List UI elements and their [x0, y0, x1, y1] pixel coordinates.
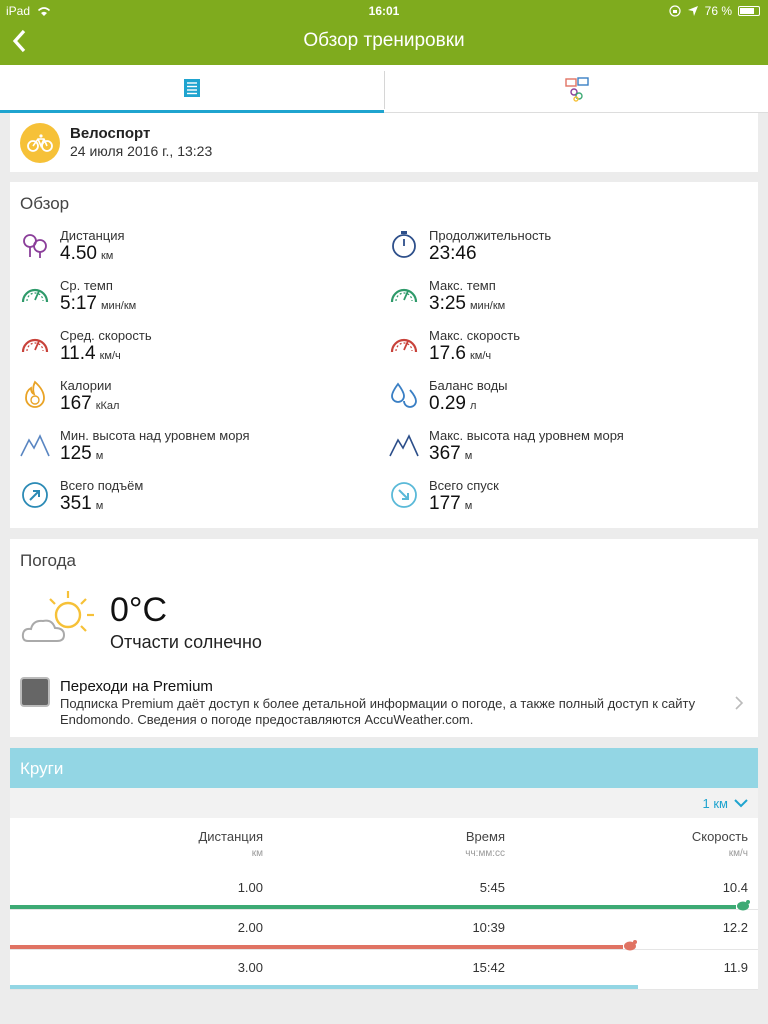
- stat-value: 351: [60, 493, 92, 514]
- lap-distance: 1.00: [237, 880, 263, 895]
- gauge-icon: [389, 280, 419, 310]
- laps-toolbar: [10, 788, 758, 818]
- col-unit-distance: км: [251, 848, 263, 859]
- stat-item: [20, 228, 380, 274]
- premium-upsell[interactable]: [10, 669, 758, 737]
- stat-unit: м: [464, 500, 473, 512]
- lock-rotation-icon: [669, 5, 681, 17]
- stat-value: 177: [429, 493, 461, 514]
- partly-sunny-icon: [20, 589, 100, 649]
- tab-social[interactable]: [385, 65, 768, 113]
- stat-value-line: [429, 343, 491, 365]
- stat-label: Макс. скорость: [429, 328, 521, 343]
- weather-title: Погода: [20, 551, 76, 570]
- stat-label: Баланс воды: [429, 378, 508, 393]
- premium-icon: [20, 677, 50, 707]
- stat-unit: м: [95, 500, 104, 512]
- stat-unit: мин/км: [100, 300, 137, 312]
- weather-condition: Отчасти солнечно: [110, 632, 262, 652]
- chevron-right-icon: [734, 695, 744, 711]
- overview-card: [10, 182, 758, 528]
- stat-value-line: [429, 393, 476, 415]
- premium-description: Подписка Premium даёт доступ к более детальной информации о погоде, а также полный доступ к сайту Endomondo. Сведения о погоде предоставляются AccuWeather.com.: [60, 696, 696, 727]
- lap-row: [10, 950, 758, 990]
- laps-card: [10, 748, 758, 990]
- stat-value-line: [429, 493, 472, 515]
- stat-value-line: [60, 443, 103, 465]
- arrow-down-right-icon: [389, 480, 419, 510]
- bicycle-icon: [20, 123, 60, 163]
- col-unit-time: чч:мм:сс: [465, 848, 505, 859]
- stat-label: Всего подъём: [60, 478, 144, 493]
- arrow-up-right-icon: [20, 480, 50, 510]
- stat-item: [389, 278, 749, 324]
- col-header-distance: Дистанция: [198, 829, 263, 844]
- stat-value-line: [60, 493, 103, 515]
- premium-title: Переходи на Premium: [60, 678, 213, 695]
- laps-title: Круги: [20, 759, 64, 778]
- stat-item: [389, 428, 749, 474]
- lap-distance-select[interactable]: [703, 796, 748, 811]
- stat-unit: км/ч: [99, 350, 121, 362]
- top-bar: [0, 0, 768, 65]
- gauge-icon: [20, 330, 50, 360]
- lap-speed-bar: [10, 945, 623, 949]
- battery-icon: [738, 6, 760, 16]
- device-label: iPad: [6, 4, 31, 18]
- tab-bar: [0, 65, 768, 113]
- stat-item: [20, 478, 380, 524]
- stat-item: [389, 228, 749, 274]
- activity-name: Велоспорт: [70, 125, 151, 142]
- lap-time: 10:39: [472, 920, 505, 935]
- lap-time: 15:42: [472, 960, 505, 975]
- flame-icon: [20, 380, 50, 410]
- location-arrow-icon: [687, 5, 699, 17]
- chevron-down-icon: [734, 799, 748, 808]
- status-bar: [0, 0, 768, 22]
- lap-speed: 11.9: [723, 960, 748, 975]
- lap-speed: 12.2: [722, 920, 748, 935]
- weather-temperature: 0°C: [110, 591, 168, 629]
- col-header-speed: Скорость: [691, 829, 748, 844]
- water-drops-icon: [389, 380, 419, 410]
- stat-unit: мин/км: [469, 300, 506, 312]
- stat-label: Макс. высота над уровнем моря: [429, 428, 624, 443]
- lap-distance: 3.00: [237, 960, 263, 975]
- map-pins-icon: [20, 230, 50, 260]
- lap-speed-bar: [10, 985, 638, 989]
- weather-card: [10, 539, 758, 737]
- gauge-icon: [20, 280, 50, 310]
- activity-card: [10, 113, 758, 172]
- stat-value: 5:17: [60, 293, 97, 314]
- stat-value-line: [60, 243, 113, 265]
- lap-distance-value: 1 км: [702, 796, 728, 811]
- stat-item: [389, 378, 749, 424]
- mountain-icon: [389, 430, 419, 460]
- stat-unit: л: [469, 400, 477, 412]
- page-title: Обзор тренировки: [303, 30, 465, 51]
- lap-distance: 2.00: [237, 920, 263, 935]
- overview-title: Обзор: [20, 194, 70, 213]
- stat-item: [389, 328, 749, 374]
- stat-value-line: [60, 293, 136, 315]
- stat-value: 367: [429, 443, 461, 464]
- stat-item: [20, 378, 380, 424]
- mountain-icon: [20, 430, 50, 460]
- stat-label: Всего спуск: [429, 478, 499, 493]
- lap-row: [10, 910, 758, 950]
- stat-value: 167: [60, 393, 92, 414]
- stat-label: Макс. темп: [429, 278, 496, 293]
- stat-label: Сред. скорость: [60, 328, 152, 343]
- stat-unit: м: [464, 450, 473, 462]
- lap-time: 5:45: [479, 880, 505, 895]
- stat-value-line: [60, 343, 121, 365]
- stat-item: [20, 428, 380, 474]
- stat-value-line: [60, 393, 119, 415]
- stat-item: [20, 278, 380, 324]
- col-header-time: Время: [465, 829, 505, 844]
- stat-label: Калории: [60, 378, 112, 393]
- stat-value: 3:25: [429, 293, 466, 314]
- tab-summary[interactable]: [0, 65, 384, 113]
- stat-label: Мин. высота над уровнем моря: [60, 428, 250, 443]
- stat-value: 23:46: [429, 243, 477, 264]
- stat-unit: кКал: [95, 400, 120, 412]
- activity-date: 24 июля 2016 г., 13:23: [70, 143, 213, 159]
- stat-item: [389, 478, 749, 524]
- battery-percent: 76 %: [704, 4, 732, 18]
- col-unit-speed: км/ч: [728, 848, 748, 859]
- laps-header: [10, 748, 758, 788]
- stat-value: 17.6: [429, 343, 466, 364]
- stat-value-line: [429, 243, 481, 265]
- lap-speed-bar: [10, 905, 736, 909]
- comments-icon: [564, 76, 590, 102]
- stat-item: [20, 328, 380, 374]
- status-right: [669, 4, 760, 18]
- lap-speed: 10.4: [722, 880, 748, 895]
- stat-label: Дистанция: [60, 228, 125, 243]
- gauge-icon: [389, 330, 419, 360]
- status-time: 16:01: [368, 4, 400, 18]
- stat-label: Продолжительность: [429, 228, 552, 243]
- stat-unit: м: [95, 450, 104, 462]
- list-icon: [183, 78, 201, 98]
- stat-value: 125: [60, 443, 92, 464]
- stat-label: Ср. темп: [60, 278, 113, 293]
- stat-value: 11.4: [60, 343, 96, 364]
- lap-row: [10, 870, 758, 910]
- stat-unit: км/ч: [469, 350, 492, 362]
- stat-unit: км: [100, 250, 114, 262]
- stat-value-line: [429, 443, 472, 465]
- stat-value: 0.29: [429, 393, 466, 414]
- stat-value: 4.50: [60, 243, 97, 264]
- stat-value-line: [429, 293, 505, 315]
- stopwatch-icon: [389, 230, 419, 260]
